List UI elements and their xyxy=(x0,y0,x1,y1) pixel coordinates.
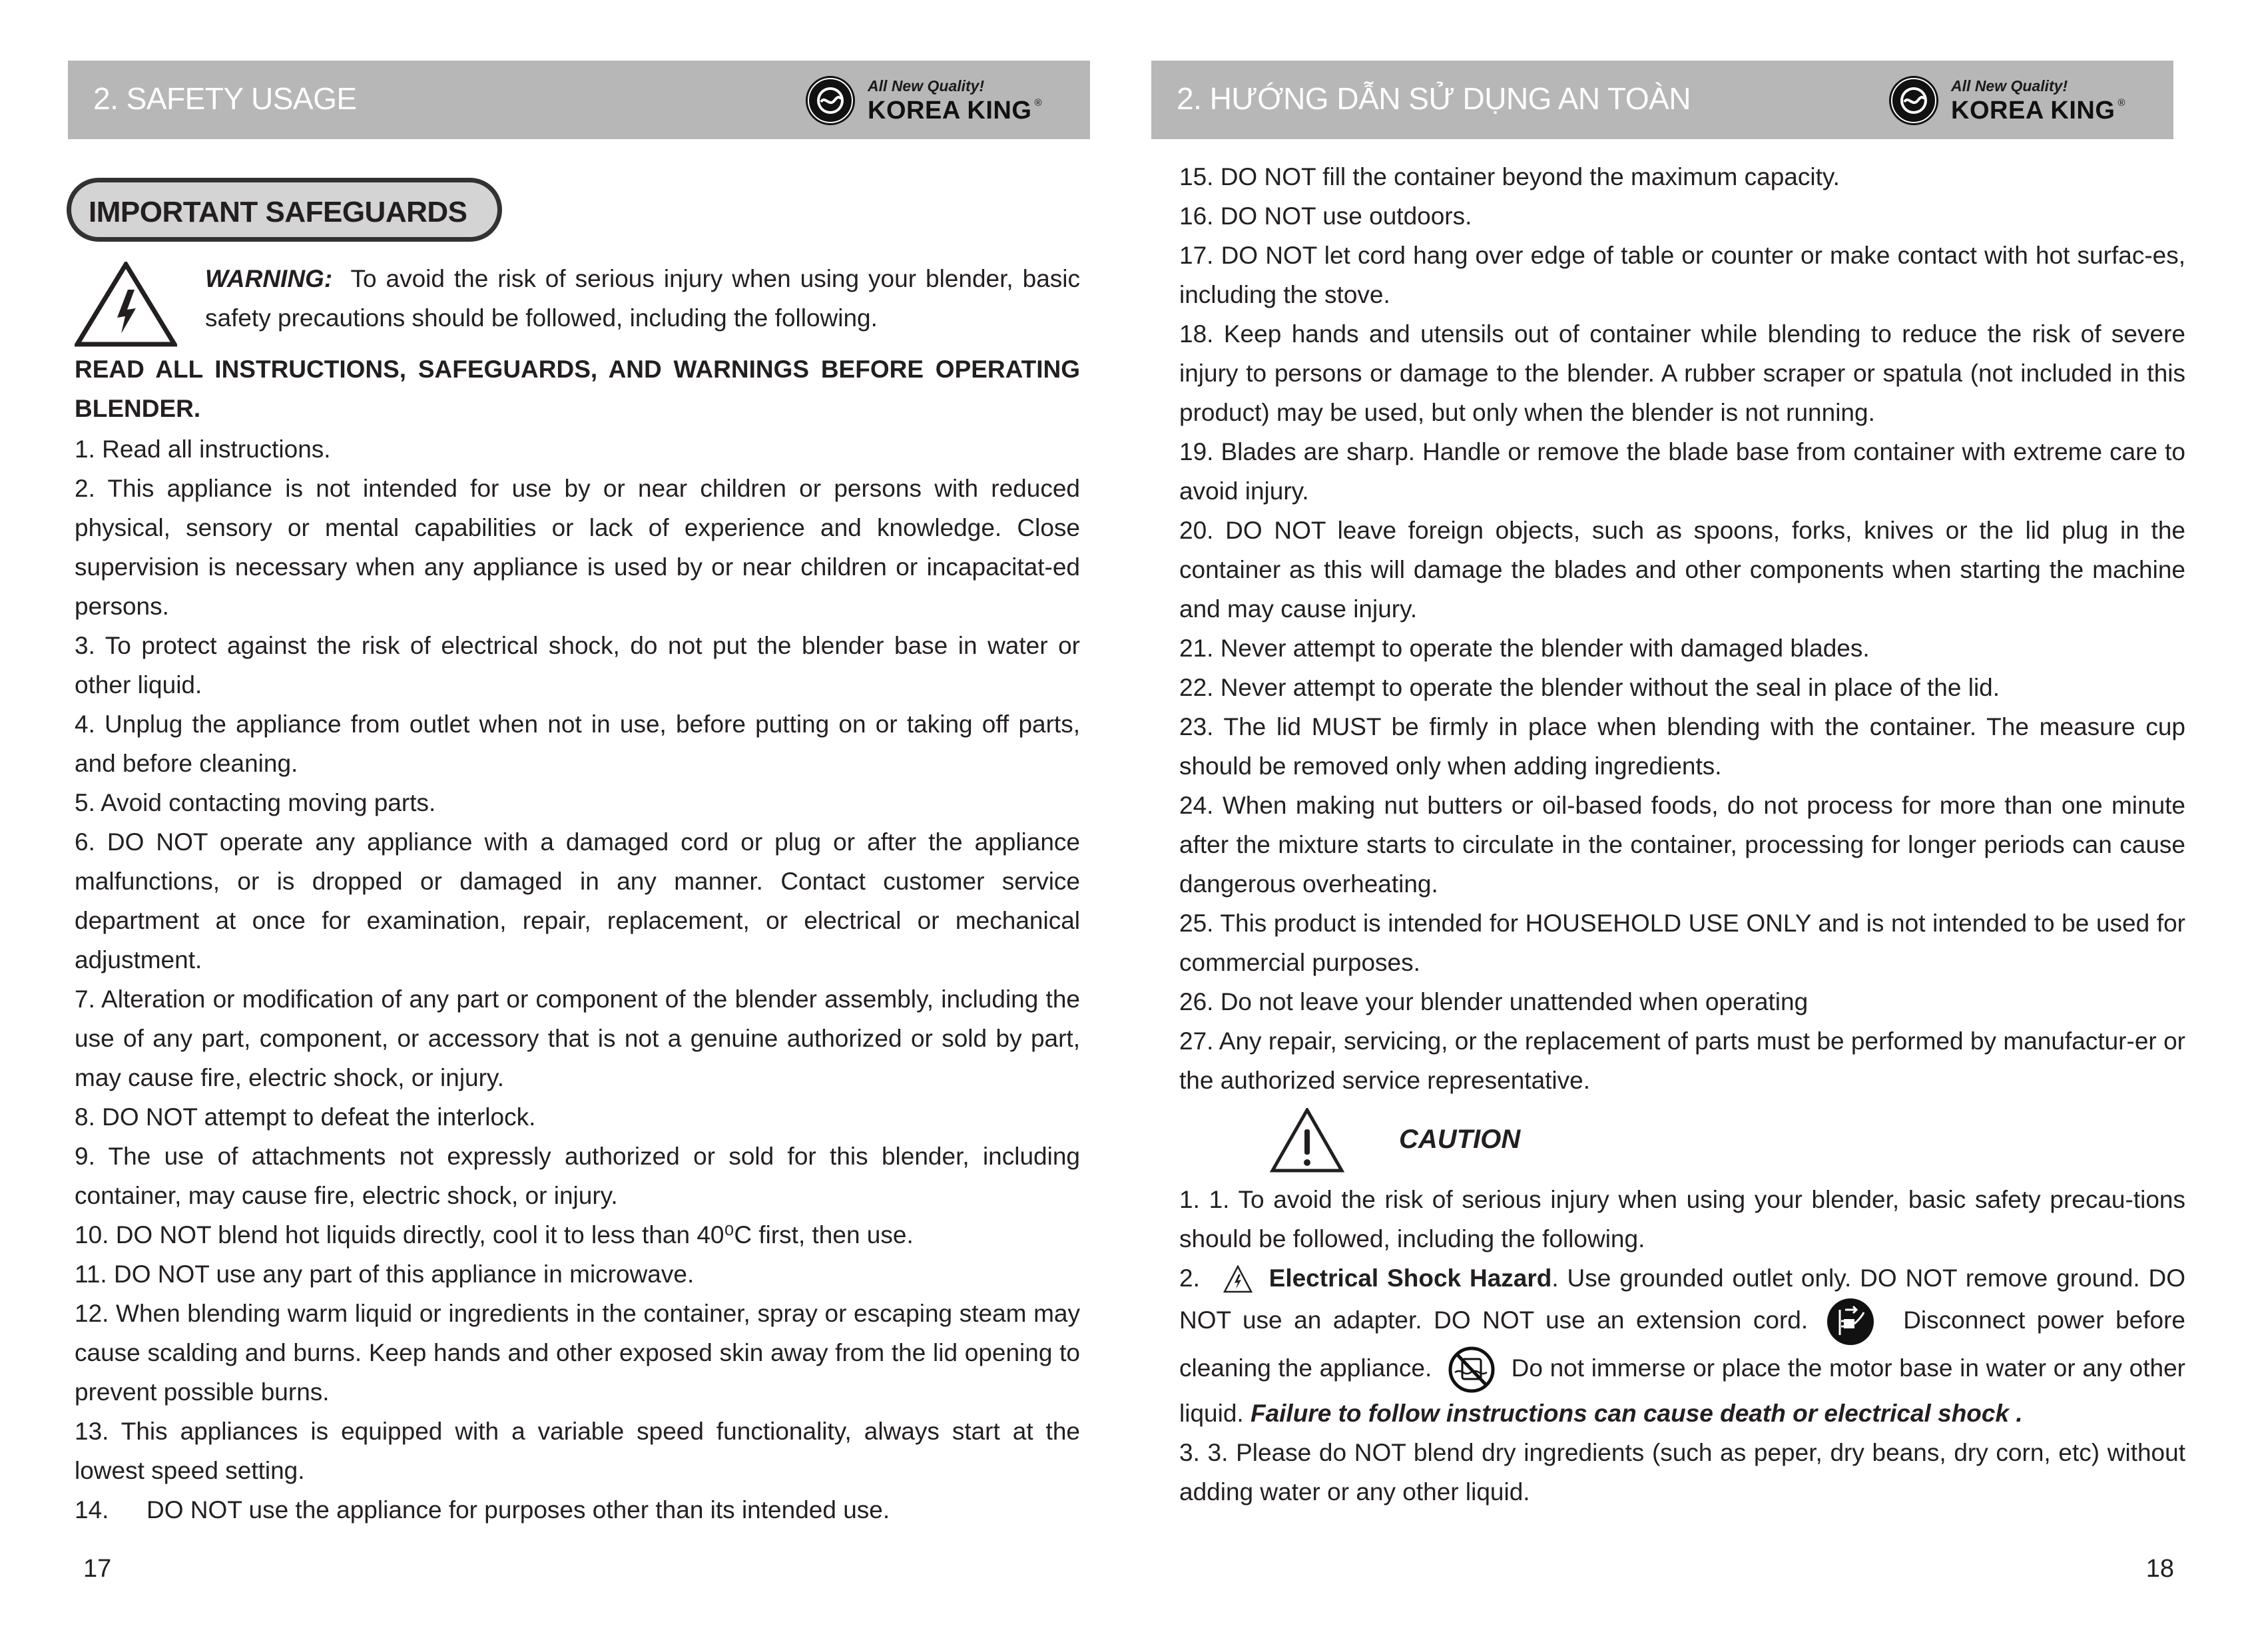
important-safeguards-badge xyxy=(67,178,502,242)
logo-tagline: All New Quality! xyxy=(1951,77,2068,95)
page-18 xyxy=(1121,0,2242,1652)
registered-mark: ® xyxy=(1034,97,1042,109)
list-item: 20. DO NOT leave foreign objects, such as spoons, forks, knives or the lid plug in the container as this will damage the blades and other components when starting the machine and may cause injury. xyxy=(1179,517,2185,623)
logo-brand: KOREA KING ® xyxy=(1951,96,2125,125)
warning-label: WARNING: xyxy=(205,265,333,292)
list-item: 15. DO NOT fill the container beyond the maximum capacity. xyxy=(1179,163,1840,190)
page-header-bar xyxy=(1151,61,2173,139)
list-item: 12. When blending warm liquid or ingredients in the container, spray or escaping steam may cause scalding and burns. Keep hands and other exposed skin away from the lid opening to prevent possible burns. xyxy=(75,1300,1080,1406)
korea-king-logo xyxy=(1888,73,2125,129)
electrical-shock-hazard-label: Electrical Shock Hazard xyxy=(1268,1264,1552,1292)
list-item-number: 14. xyxy=(75,1496,109,1523)
list-item: 3. To protect against the risk of electrical shock, do not put the blender base in water or other liquid. xyxy=(75,632,1080,698)
list-item: 16. DO NOT use outdoors. xyxy=(1179,202,1472,230)
list-item: 17. DO NOT let cord hang over edge of table or counter or make contact with hot surfac-es, including the stove. xyxy=(1179,242,2185,308)
failure-warning-text: Failure to follow instructions can cause death or electrical shock . xyxy=(1250,1400,2023,1427)
korea-king-seal-icon xyxy=(805,75,856,126)
electric-shock-warning-icon xyxy=(75,262,177,347)
page-header-title: 2. HƯỚNG DẪN SỬ DỤNG AN TOÀN xyxy=(1177,81,1691,116)
exclamation-warning-icon xyxy=(1270,1108,1344,1173)
list-item: 6. DO NOT operate any appliance with a damaged cord or plug or after the appliance malfunctions, or is dropped or damaged in any manner. Contact customer service department at once for examination, repair, replacement, or electrical or mechanical adjustment. xyxy=(75,828,1080,973)
list-item: 13. This appliances is equipped with a variable speed functionality, always start at the lowest speed setting. xyxy=(75,1418,1080,1484)
caution-heading xyxy=(1179,1100,2185,1180)
logo-tagline: All New Quality! xyxy=(868,77,985,95)
caution-item-3: 3. 3. Please do NOT blend dry ingredients (such as peper, dry beans, dry corn, etc) without adding water or any other liquid. xyxy=(1179,1439,2185,1506)
list-item: 18. Keep hands and utensils out of container while blending to reduce the risk of severe injury to persons or damage to the blender. A rubber scraper or spatula (not included in this product) may be used, but only when the blender is not running. xyxy=(1179,320,2185,426)
list-item xyxy=(75,1490,1080,1529)
warning-text xyxy=(205,259,1080,338)
list-item: 4. Unplug the appliance from outlet when not in use, before putting on or taking off parts, and before cleaning. xyxy=(75,710,1080,777)
korea-king-logo xyxy=(805,73,1042,129)
list-item: 1. Read all instructions. xyxy=(75,435,331,463)
list-item: 24. When making nut butters or oil-based foods, do not process for more than one minute after the mixture starts to circulate in the container, processing for longer periods can cause dangerous overheating. xyxy=(1179,792,2185,898)
list-item: 9. The use of attachments not expressly authorized or sold for this blender, including container, may cause fire, electric shock, or injury. xyxy=(75,1143,1080,1209)
list-item-text: DO NOT use the appliance for purposes other than its intended use. xyxy=(146,1496,890,1523)
page-header-title: 2. SAFETY USAGE xyxy=(93,81,357,116)
no-immerse-in-water-icon xyxy=(1448,1346,1495,1394)
list-item: 22. Never attempt to operate the blender without the seal in place of the lid. xyxy=(1179,674,2000,701)
section-title: IMPORTANT SAFEGUARDS xyxy=(89,196,467,228)
caution-item-1: 1. 1. To avoid the risk of serious injury when using your blender, basic safety precau-tions should be followed, including the following. xyxy=(1179,1186,2185,1252)
list-item: 5. Avoid contacting moving parts. xyxy=(75,789,436,816)
safeguards-list-right xyxy=(1179,157,2185,1512)
list-item: 21. Never attempt to operate the blender with damaged blades. xyxy=(1179,635,1870,662)
warning-message: To avoid the risk of serious injury when using your blender, basic safety precautions should be followed, including the following. xyxy=(205,265,1080,332)
registered-mark: ® xyxy=(2117,97,2125,109)
warning-block xyxy=(75,262,1080,348)
list-item: 26. Do not leave your blender unattended when operating xyxy=(1179,988,1809,1015)
page-number: 18 xyxy=(2145,1555,2174,1583)
list-item: 7. Alteration or modification of any part or component of the blender assembly, including the use of any part, component, or accessory that is not a genuine authorized or sold by part, may cause fire, electric shock, or injury. xyxy=(75,985,1080,1091)
caution-item-2: 2. Electrical Shock Hazard. Use grounded outlet only. DO NOT remove ground. DO NOT use an adapter. DO NOT use an extension cord. Disconnect power before cleaning the appliance. Do not immerse or place the motor base in water or any other liquid. Failure to follow instructions can cause death or electrical shock . xyxy=(1179,1264,2185,1427)
list-item: 8. DO NOT attempt to defeat the interlock. xyxy=(75,1103,536,1131)
list-item: 23. The lid MUST be firmly in place when blending with the container. The measure cup should be removed only when adding ingredients. xyxy=(1179,713,2185,780)
korea-king-seal-icon xyxy=(1888,75,1939,126)
read-all-instructions-heading: READ ALL INSTRUCTIONS, SAFEGUARDS, AND WARNINGS BEFORE OPERATING BLENDER. xyxy=(75,356,1080,422)
list-item: 2. This appliance is not intended for use by or near children or persons with reduced physical, sensory or mental capabilities or lack of experience and knowledge. Close supervision is necessary when any appliance is used by or near children or incapacitat-ed persons. xyxy=(75,475,1080,620)
list-item: 10. DO NOT blend hot liquids directly, cool it to less than 40⁰C first, then use. xyxy=(75,1221,914,1248)
unplug-power-icon xyxy=(1826,1298,1874,1346)
electric-shock-small-icon xyxy=(1223,1265,1253,1294)
list-item: 11. DO NOT use any part of this appliance in microwave. xyxy=(75,1260,695,1288)
logo-brand: KOREA KING ® xyxy=(868,96,1042,125)
caution-label: CAUTION xyxy=(1399,1125,1521,1154)
list-item: 25. This product is intended for HOUSEHOLD USE ONLY and is not intended to be used for commercial purposes. xyxy=(1179,910,2185,976)
page-number: 17 xyxy=(83,1555,112,1583)
list-item: 19. Blades are sharp. Handle or remove the blade base from container with extreme care to avoid injury. xyxy=(1179,438,2185,505)
safeguards-list-left xyxy=(75,429,1080,1529)
list-item: 27. Any repair, servicing, or the replacement of parts must be performed by manufactur-er or the authorized service representative. xyxy=(1179,1027,2185,1094)
page-header-bar xyxy=(68,61,1090,139)
